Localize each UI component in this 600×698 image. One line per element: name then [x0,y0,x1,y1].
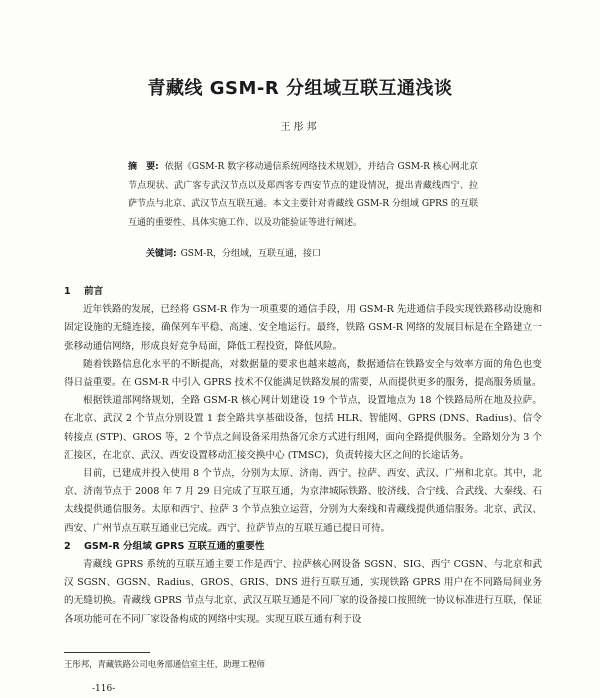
section-number: 1 [64,286,71,297]
abstract-label: 摘 要: [128,162,159,172]
section-title: 前言 [84,286,104,297]
abstract-block [128,158,478,232]
footnote-divider [64,652,150,653]
page-number: -116- [92,684,116,694]
section-heading [64,283,542,301]
abstract-text: 依据《GSM-R 数字移动通信系统网络技术规划》，并结合 GSM-R 核心网北京节点现状、武广客专武汉节点以及郑西客专西安节点的建设情况，提出青藏线西宁、拉萨节点与北京、武汉节点互联互通。本文主要针对青藏线 GSM-R 分组域 GPRS 的互联互通的重要性、具体实施工作、以及功能验证等进行阐述。 [128,162,478,228]
section-number: 2 [64,540,71,552]
paragraph: 目前，已建成并投入使用 8 个节点，分别为太原、济南、西宁、拉萨、西安、武汉、广州和北京。其中，北京、济南节点于 2008 年 7 月 29 日完成了互联互通，为京津城际铁路、胶济线、合宁线、合武线、大秦线、石太线提供通信服务。太原和西宁、拉萨 3 个节点独立运营，分别为大秦线和青藏线提供通信服务。北京、武汉、西安、广州节点互联互通业已完成。西宁、拉萨节点的互联互通已提日可待。 [64,468,542,534]
paragraph: 根据铁道部网络规划，全路 GSM-R 核心网计划建设 19 个节点，设置地点为 18 个铁路局所在地及拉萨。在北京、武汉 2 个节点分别设置 1 套全路共享基础设备，包括 HLR、智能网、GPRS (DNS、Radius)、信令转接点 (STP)、GROS 等，2 个节点之间设备采用热备冗余方式进行组网，面向全路提供服务。全路划分为 3 个汇接区，在北京、武汉、西安设置移动汇接交换中心 (TMSC)，负责转接大区之间的长途话务。 [64,395,542,461]
paragraph: 近年铁路的发展，已经将 GSM-R 作为一项重要的通信手段，用 GSM-R 先进通信手段实现铁路移动设施和固定设施的无缝连接，确保列车平稳、高速、安全地运行。最终，铁路 GSM-R 网络的发展目标是在全路建立一张移动通信网络，形成良好竞争局面，降低工程投资，降低风险。 [64,304,542,352]
author-name: 王彤邦 [280,122,320,133]
paragraph: 青藏线 GPRS 系统的互联互通主要工作是西宁、拉萨核心网设备 SGSN、SIG、西宁 CGSN、与北京和武汉 SGSN、GGSN、Radius、GROS、GRIS、DNS 进行互联互通，实现铁路 GPRS 用户在不同路局间业务的无缝切换。青藏线 GPRS 节点与北京、武汉互联互通是不同厂家的设备接口按照统一协议标准进行互联，保证各项功能可在不同厂家设备构成的网络中实现。实现互联互通有利于设 [64,559,542,625]
keywords-label: 关键词: [146,249,177,259]
paper-title: 青藏线 GSM-R 分组域互联互通浅谈 [147,78,453,99]
section-heading [64,538,542,556]
author-footnote: 王彤邦，青藏铁路公司电务部通信室主任，助理工程师 [64,659,265,669]
section-title: GSM-R 分组域 GPRS 互联互通的重要性 [84,540,265,552]
paragraph: 随着铁路信息化水平的不断提高，对数据量的要求也越来越高，数据通信在铁路安全与效率方面的角色也变得日益重要。在 GSM-R 中引入 GPRS 技术不仅能满足铁路发展的需要，从而提供更多的服务，提高服务质量。 [64,358,542,389]
keywords-block [146,246,486,259]
keywords-text: GSM-R，分组域，互联互通，接口 [180,249,321,259]
paper-body [64,283,542,629]
